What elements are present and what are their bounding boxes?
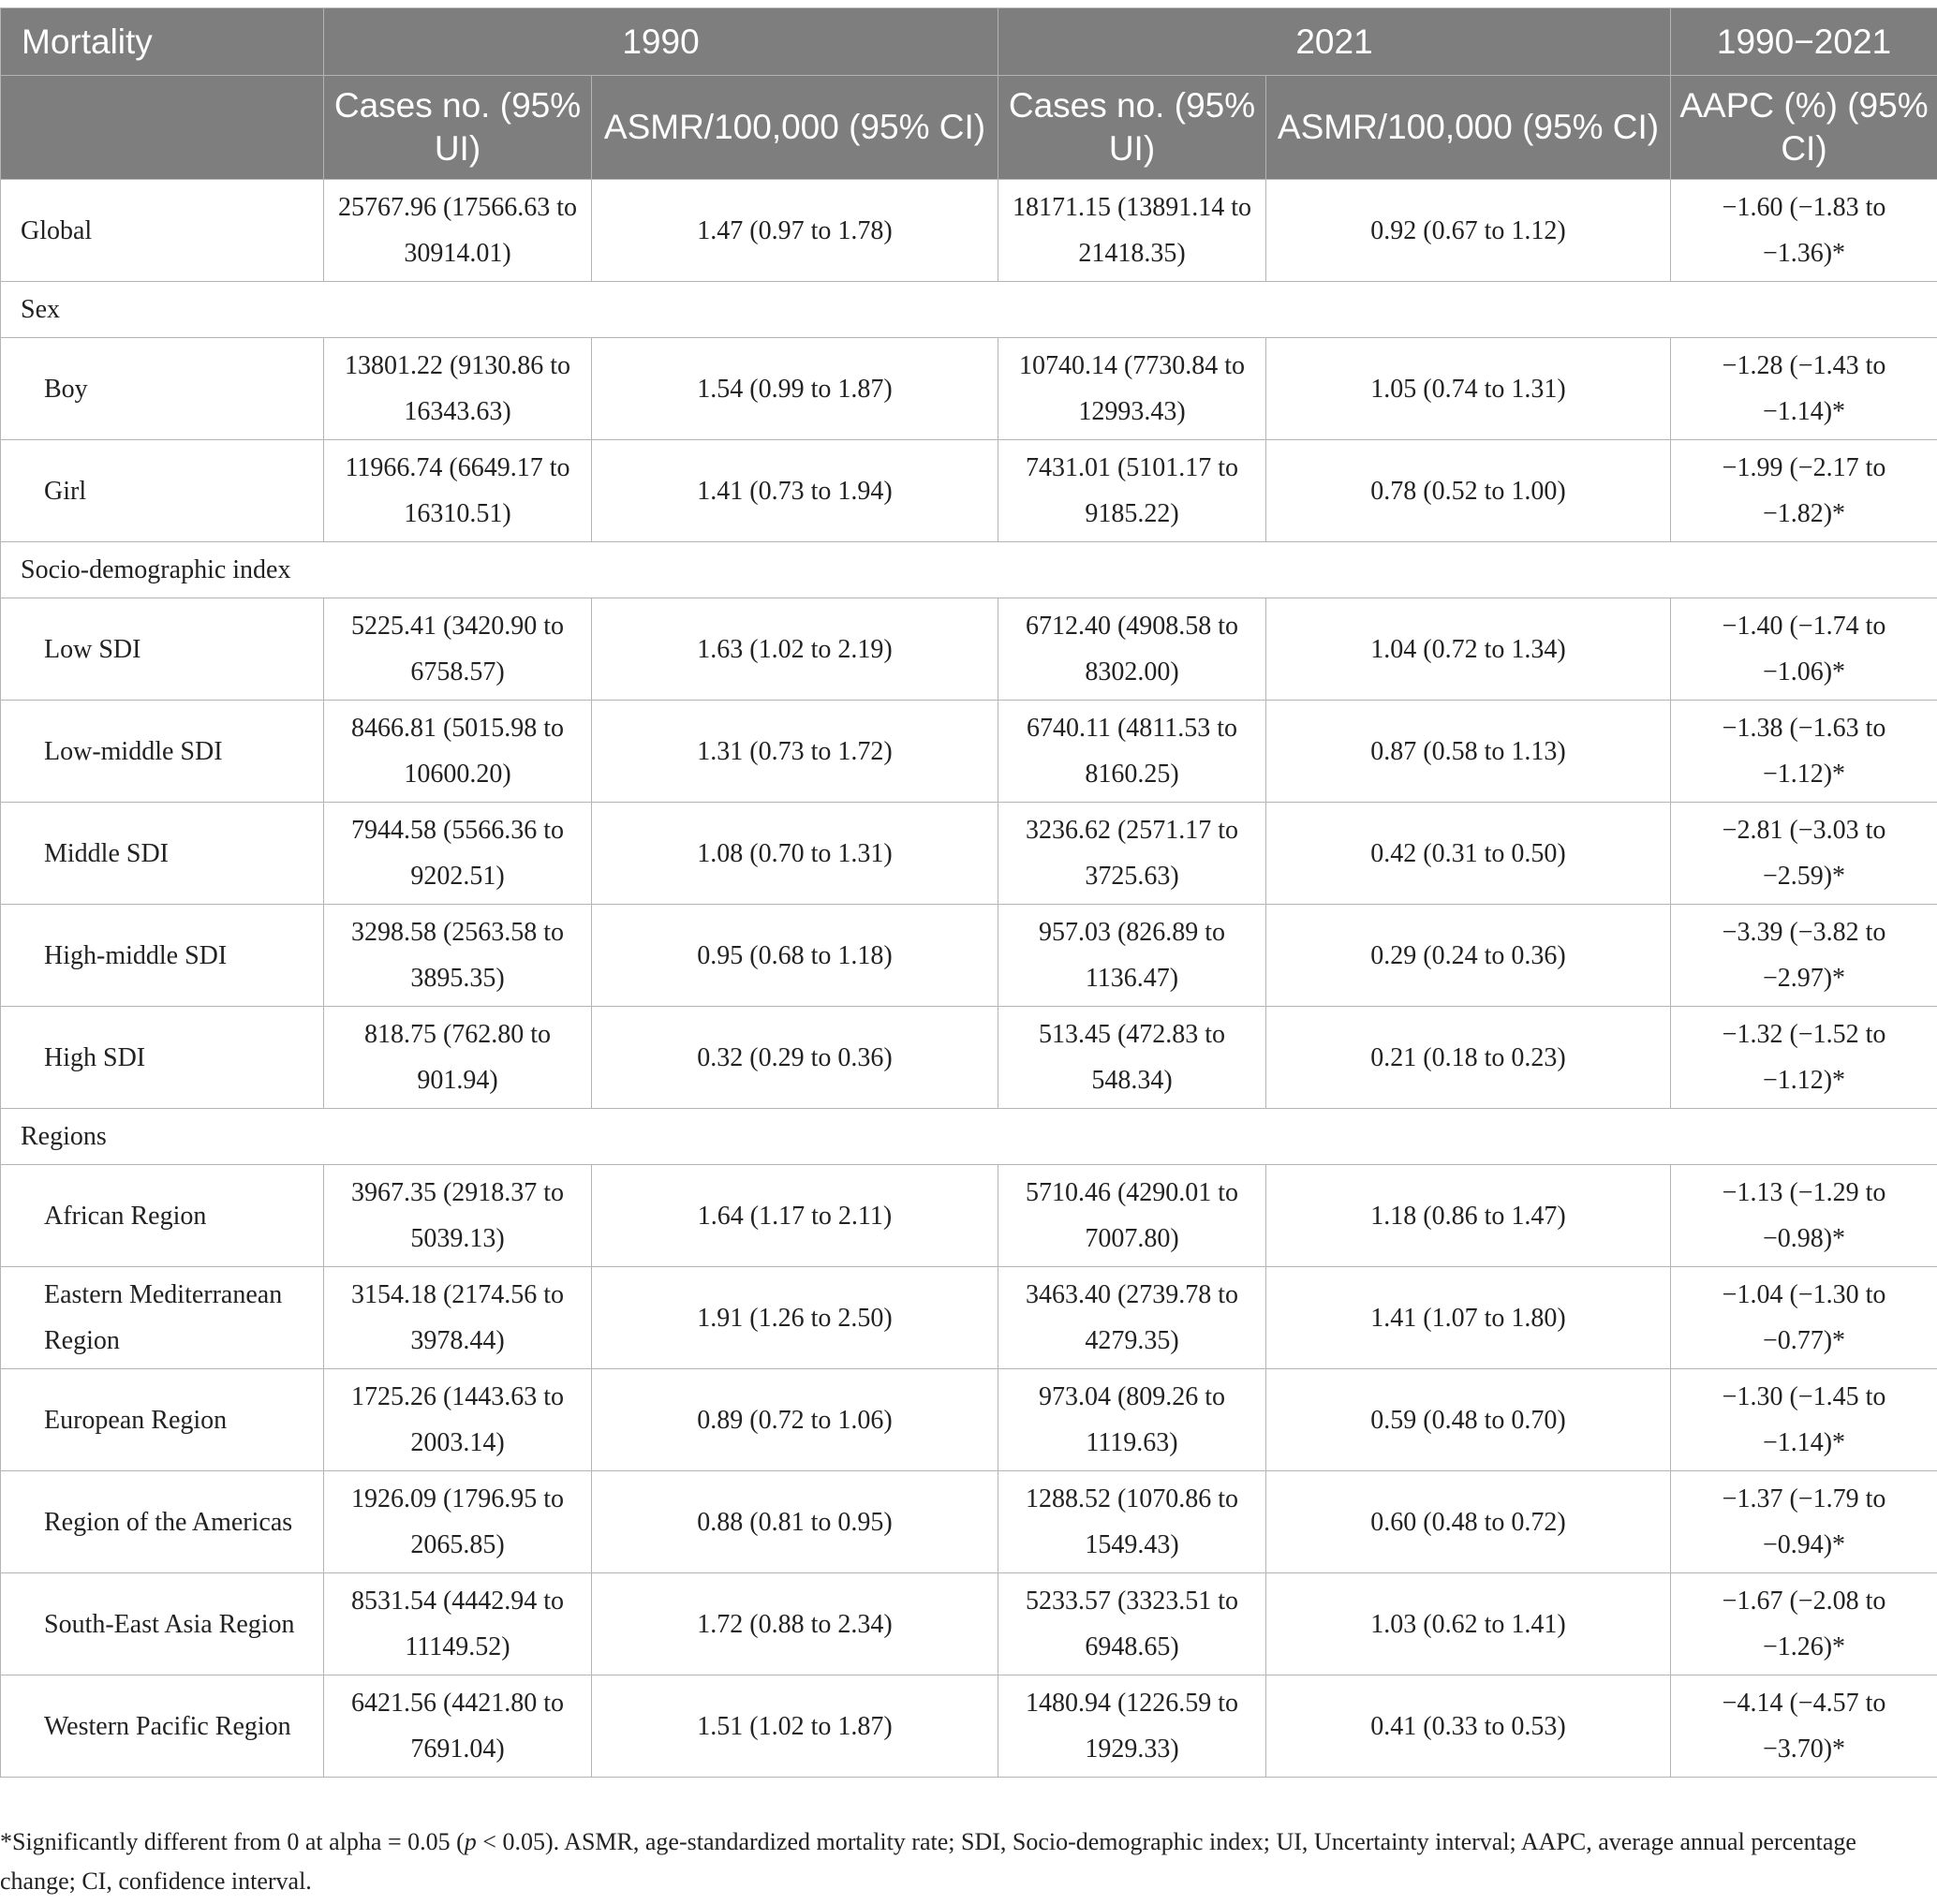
header-mortality: Mortality <box>1 8 324 76</box>
asmr-2021-cell: 0.41 (0.33 to 0.53) <box>1266 1675 1671 1778</box>
asmr-1990-cell: 0.95 (0.68 to 1.18) <box>592 905 998 1007</box>
asmr-1990-cell: 1.72 (0.88 to 2.34) <box>592 1573 998 1675</box>
asmr-1990-cell: 0.88 (0.81 to 0.95) <box>592 1471 998 1573</box>
header-row-metrics <box>1 76 1937 180</box>
section-row-regions <box>1 1109 1937 1165</box>
aapc-cell: −1.13 (−1.29 to −0.98)* <box>1671 1165 1937 1267</box>
asmr-1990-cell: 1.63 (1.02 to 2.19) <box>592 598 998 701</box>
section-row-sdi <box>1 542 1937 598</box>
row-label: Region of the Americas <box>1 1471 324 1573</box>
cases-1990-cell: 1725.26 (1443.63 to 2003.14) <box>324 1369 592 1471</box>
asmr-2021-cell: 0.87 (0.58 to 1.13) <box>1266 701 1671 803</box>
asmr-1990-cell: 1.54 (0.99 to 1.87) <box>592 338 998 440</box>
cases-1990-cell: 3154.18 (2174.56 to 3978.44) <box>324 1267 592 1369</box>
table-row <box>1 1007 1937 1109</box>
header-row-years <box>1 8 1937 76</box>
header-asmr-2021: ASMR/100,000 (95% CI) <box>1266 76 1671 180</box>
cases-2021-cell: 18171.15 (13891.14 to 21418.35) <box>998 180 1266 282</box>
header-year-2021: 2021 <box>998 8 1671 76</box>
cases-2021-cell: 3236.62 (2571.17 to 3725.63) <box>998 803 1266 905</box>
aapc-cell: −1.38 (−1.63 to −1.12)* <box>1671 701 1937 803</box>
cases-1990-cell: 1926.09 (1796.95 to 2065.85) <box>324 1471 592 1573</box>
cases-1990-cell: 13801.22 (9130.86 to 16343.63) <box>324 338 592 440</box>
asmr-2021-cell: 0.59 (0.48 to 0.70) <box>1266 1369 1671 1471</box>
table-row <box>1 598 1937 701</box>
cases-1990-cell: 818.75 (762.80 to 901.94) <box>324 1007 592 1109</box>
aapc-cell: −1.28 (−1.43 to −1.14)* <box>1671 338 1937 440</box>
table-body <box>1 180 1937 1778</box>
table-row <box>1 905 1937 1007</box>
cases-2021-cell: 7431.01 (5101.17 to 9185.22) <box>998 440 1266 542</box>
aapc-cell: −1.32 (−1.52 to −1.12)* <box>1671 1007 1937 1109</box>
table-footnote <box>0 1823 1911 1901</box>
cases-1990-cell: 3298.58 (2563.58 to 3895.35) <box>324 905 592 1007</box>
cases-2021-cell: 1480.94 (1226.59 to 1929.33) <box>998 1675 1266 1778</box>
header-asmr-1990: ASMR/100,000 (95% CI) <box>592 76 998 180</box>
cases-2021-cell: 5710.46 (4290.01 to 7007.80) <box>998 1165 1266 1267</box>
asmr-2021-cell: 0.21 (0.18 to 0.23) <box>1266 1007 1671 1109</box>
asmr-2021-cell: 1.18 (0.86 to 1.47) <box>1266 1165 1671 1267</box>
asmr-2021-cell: 1.41 (1.07 to 1.80) <box>1266 1267 1671 1369</box>
row-label: Boy <box>1 338 324 440</box>
asmr-2021-cell: 1.03 (0.62 to 1.41) <box>1266 1573 1671 1675</box>
table-row <box>1 1369 1937 1471</box>
asmr-2021-cell: 0.92 (0.67 to 1.12) <box>1266 180 1671 282</box>
aapc-cell: −1.30 (−1.45 to −1.14)* <box>1671 1369 1937 1471</box>
asmr-1990-cell: 0.89 (0.72 to 1.06) <box>592 1369 998 1471</box>
table-row <box>1 180 1937 282</box>
table-row <box>1 701 1937 803</box>
section-label: Regions <box>1 1109 1937 1165</box>
row-label: High SDI <box>1 1007 324 1109</box>
asmr-1990-cell: 1.47 (0.97 to 1.78) <box>592 180 998 282</box>
section-label: Socio-demographic index <box>1 542 1937 598</box>
row-label: Eastern Mediterranean Region <box>1 1267 324 1369</box>
table-row <box>1 338 1937 440</box>
aapc-cell: −2.81 (−3.03 to −2.59)* <box>1671 803 1937 905</box>
asmr-2021-cell: 1.05 (0.74 to 1.31) <box>1266 338 1671 440</box>
header-blank <box>1 76 324 180</box>
cases-2021-cell: 513.45 (472.83 to 548.34) <box>998 1007 1266 1109</box>
aapc-cell: −1.37 (−1.79 to −0.94)* <box>1671 1471 1937 1573</box>
aapc-cell: −1.99 (−2.17 to −1.82)* <box>1671 440 1937 542</box>
row-label: Low SDI <box>1 598 324 701</box>
cases-2021-cell: 1288.52 (1070.86 to 1549.43) <box>998 1471 1266 1573</box>
section-label: Sex <box>1 282 1937 338</box>
row-label: Global <box>1 180 324 282</box>
row-label: South-East Asia Region <box>1 1573 324 1675</box>
cases-2021-cell: 6740.11 (4811.53 to 8160.25) <box>998 701 1266 803</box>
cases-1990-cell: 7944.58 (5566.36 to 9202.51) <box>324 803 592 905</box>
asmr-1990-cell: 1.64 (1.17 to 2.11) <box>592 1165 998 1267</box>
table-row <box>1 1573 1937 1675</box>
asmr-1990-cell: 1.91 (1.26 to 2.50) <box>592 1267 998 1369</box>
header-aapc: AAPC (%) (95% CI) <box>1671 76 1937 180</box>
table-row <box>1 1267 1937 1369</box>
footnote-text-end: < 0.05). ASMR, age-standardized mortality rate; SDI, Socio-demographic index; UI, Uncertainty interval; AAPC, average annual percentage change; CI, confidence interval. <box>0 1828 1856 1895</box>
row-label: European Region <box>1 1369 324 1471</box>
table-row <box>1 1675 1937 1778</box>
asmr-2021-cell: 0.29 (0.24 to 0.36) <box>1266 905 1671 1007</box>
cases-2021-cell: 10740.14 (7730.84 to 12993.43) <box>998 338 1266 440</box>
header-year-1990: 1990 <box>324 8 998 76</box>
cases-1990-cell: 11966.74 (6649.17 to 16310.51) <box>324 440 592 542</box>
asmr-1990-cell: 1.31 (0.73 to 1.72) <box>592 701 998 803</box>
header-period: 1990−2021 <box>1671 8 1937 76</box>
section-row-sex <box>1 282 1937 338</box>
cases-2021-cell: 6712.40 (4908.58 to 8302.00) <box>998 598 1266 701</box>
cases-1990-cell: 25767.96 (17566.63 to 30914.01) <box>324 180 592 282</box>
cases-2021-cell: 5233.57 (3323.51 to 6948.65) <box>998 1573 1266 1675</box>
cases-1990-cell: 8466.81 (5015.98 to 10600.20) <box>324 701 592 803</box>
header-cases-1990: Cases no. (95% UI) <box>324 76 592 180</box>
aapc-cell: −1.67 (−2.08 to −1.26)* <box>1671 1573 1937 1675</box>
cases-2021-cell: 3463.40 (2739.78 to 4279.35) <box>998 1267 1266 1369</box>
cases-1990-cell: 3967.35 (2918.37 to 5039.13) <box>324 1165 592 1267</box>
aapc-cell: −1.60 (−1.83 to −1.36)* <box>1671 180 1937 282</box>
table-row <box>1 1165 1937 1267</box>
asmr-2021-cell: 0.42 (0.31 to 0.50) <box>1266 803 1671 905</box>
footnote-text-start: *Significantly different from 0 at alpha = 0.05 ( <box>0 1828 465 1855</box>
row-label: African Region <box>1 1165 324 1267</box>
asmr-2021-cell: 1.04 (0.72 to 1.34) <box>1266 598 1671 701</box>
row-label: Girl <box>1 440 324 542</box>
asmr-1990-cell: 0.32 (0.29 to 0.36) <box>592 1007 998 1109</box>
asmr-1990-cell: 1.51 (1.02 to 1.87) <box>592 1675 998 1778</box>
cases-2021-cell: 973.04 (809.26 to 1119.63) <box>998 1369 1266 1471</box>
cases-1990-cell: 8531.54 (4442.94 to 11149.52) <box>324 1573 592 1675</box>
row-label: Western Pacific Region <box>1 1675 324 1778</box>
table-row <box>1 803 1937 905</box>
mortality-table <box>0 7 1937 1778</box>
cases-2021-cell: 957.03 (826.89 to 1136.47) <box>998 905 1266 1007</box>
asmr-1990-cell: 1.08 (0.70 to 1.31) <box>592 803 998 905</box>
header-cases-2021: Cases no. (95% UI) <box>998 76 1266 180</box>
footnote-p-italic: p <box>464 1828 477 1855</box>
row-label: Middle SDI <box>1 803 324 905</box>
cases-1990-cell: 6421.56 (4421.80 to 7691.04) <box>324 1675 592 1778</box>
table-row <box>1 1471 1937 1573</box>
asmr-2021-cell: 0.78 (0.52 to 1.00) <box>1266 440 1671 542</box>
aapc-cell: −1.40 (−1.74 to −1.06)* <box>1671 598 1937 701</box>
row-label: Low-middle SDI <box>1 701 324 803</box>
table-header <box>1 8 1937 180</box>
asmr-2021-cell: 0.60 (0.48 to 0.72) <box>1266 1471 1671 1573</box>
aapc-cell: −4.14 (−4.57 to −3.70)* <box>1671 1675 1937 1778</box>
row-label: High-middle SDI <box>1 905 324 1007</box>
aapc-cell: −3.39 (−3.82 to −2.97)* <box>1671 905 1937 1007</box>
table-row <box>1 440 1937 542</box>
asmr-1990-cell: 1.41 (0.73 to 1.94) <box>592 440 998 542</box>
aapc-cell: −1.04 (−1.30 to −0.77)* <box>1671 1267 1937 1369</box>
cases-1990-cell: 5225.41 (3420.90 to 6758.57) <box>324 598 592 701</box>
